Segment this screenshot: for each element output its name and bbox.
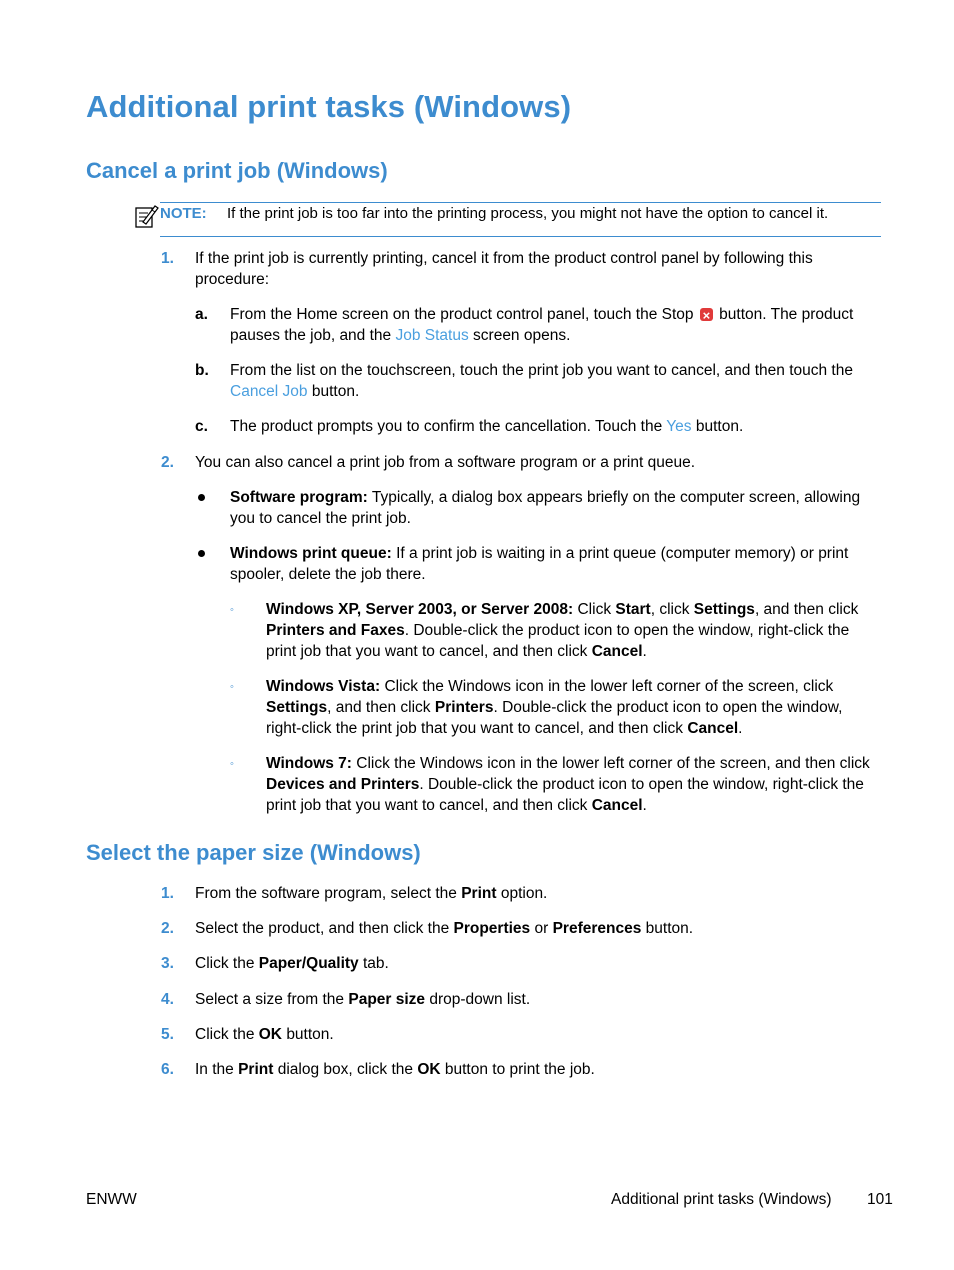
- step-text: If the print job is currently printing, cancel it from the product control panel by following this procedure:: [195, 250, 813, 288]
- sub-bullet-text: Windows XP, Server 2003, or Server 2008: Click Start, click Settings, and then click Printers and Faxes. Double-click the product icon to open the window, right-click the print job that you want to cancel, and then click Cancel.: [266, 601, 859, 660]
- note-text: If the print job is too far into the printing process, you might not have the option to cancel it.: [227, 205, 829, 222]
- step-number: 2.: [161, 920, 174, 937]
- step-text: In the Print dialog box, click the OK button to print the job.: [195, 1061, 595, 1078]
- step-number: 5.: [161, 1026, 174, 1043]
- step-text: Click the Paper/Quality tab.: [195, 955, 389, 972]
- note-label: NOTE:: [160, 205, 207, 222]
- step-text: Select the product, and then click the Properties or Preferences button.: [195, 920, 694, 937]
- substep-text: From the Home screen on the product control panel, touch the Stop × button. The product pauses the job, and the Job Status screen opens.: [230, 304, 890, 346]
- substep-text: The product prompts you to confirm the cancellation. Touch the Yes button.: [230, 418, 744, 435]
- paper-section-heading: Select the paper size (Windows): [86, 840, 421, 865]
- substep-letter: a.: [195, 306, 208, 323]
- substep-letter: b.: [195, 362, 209, 379]
- step-number: 4.: [161, 991, 174, 1008]
- step-number: 1.: [161, 250, 174, 267]
- step-text: From the software program, select the Print option.: [195, 885, 548, 902]
- substep-text: From the list on the touchscreen, touch the print job you want to cancel, and then touch the Cancel Job button.: [230, 362, 853, 400]
- step-number: 1.: [161, 885, 174, 902]
- page-title: Additional print tasks (Windows): [86, 89, 572, 124]
- sub-bullet-icon: ◦: [230, 604, 234, 616]
- note-pencil-icon: [135, 203, 159, 229]
- step-text: Select a size from the Paper size drop-down list.: [195, 991, 531, 1008]
- bullet-icon: [198, 494, 205, 501]
- sub-bullet-icon: ◦: [230, 681, 234, 693]
- stop-icon: [700, 308, 713, 321]
- page-number: 101: [867, 1191, 893, 1208]
- sub-bullet-icon: ◦: [230, 758, 234, 770]
- sub-bullet-text: Windows Vista: Click the Windows icon in the lower left corner of the screen, click Settings, and then click Printers. Double-click the product icon to open the window, right-click the print job that you want to cancel, and then click Cancel.: [266, 678, 843, 737]
- step-text: You can also cancel a print job from a software program or a print queue.: [195, 454, 696, 471]
- cancel-job-link[interactable]: Cancel Job: [230, 383, 308, 400]
- step-number: 6.: [161, 1061, 174, 1078]
- step-text: Click the OK button.: [195, 1026, 334, 1043]
- bullet-icon: [198, 550, 205, 557]
- note-box: [160, 202, 881, 237]
- bullet-text: Windows print queue: If a print job is waiting in a print queue (computer memory) or print spooler, delete the job there.: [230, 545, 849, 583]
- yes-link[interactable]: Yes: [666, 418, 692, 435]
- bullet-text: Software program: Typically, a dialog box appears briefly on the computer screen, allowing you to cancel the print job.: [230, 489, 861, 527]
- footer-title: Additional print tasks (Windows): [611, 1191, 832, 1208]
- job-status-link[interactable]: Job Status: [395, 327, 469, 344]
- sub-bullet-text: Windows 7: Click the Windows icon in the lower left corner of the screen, and then click Devices and Printers. Double-click the product icon to open the window, right-click the print job that you want to cancel, and then click Cancel.: [266, 755, 870, 814]
- step-number: 2.: [161, 454, 174, 471]
- cancel-section-heading: Cancel a print job (Windows): [86, 158, 388, 183]
- substep-letter: c.: [195, 418, 208, 435]
- footer-left: ENWW: [86, 1191, 137, 1208]
- step-number: 3.: [161, 955, 174, 972]
